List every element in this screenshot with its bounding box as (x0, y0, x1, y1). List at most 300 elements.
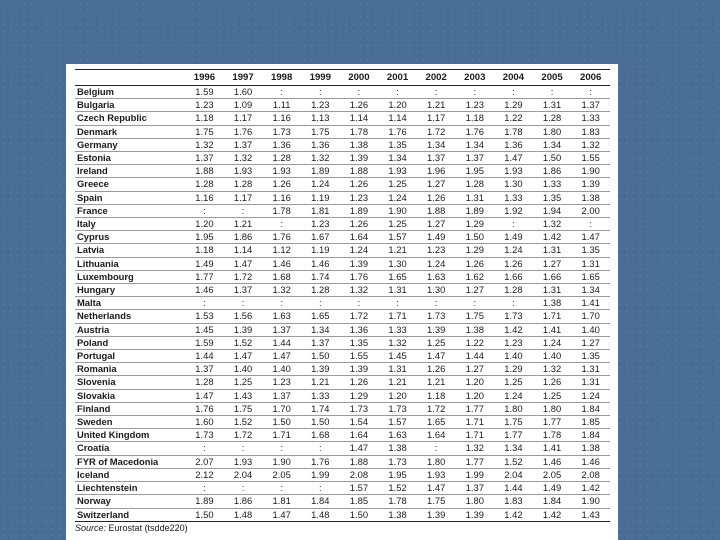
value-cell: 1.71 (388, 310, 407, 322)
table-row (75, 165, 610, 178)
value-cell: 1.90 (581, 165, 600, 177)
table-row (75, 152, 610, 165)
country-cell: Norway (77, 495, 111, 507)
country-cell: Romania (77, 363, 117, 375)
value-cell: 1.66 (542, 270, 562, 282)
value-cell: 1.90 (388, 204, 407, 216)
value-cell: : (550, 86, 554, 97)
value-cell: 1.35 (388, 138, 407, 150)
value-cell: 1.46 (195, 284, 214, 296)
value-cell: 1.16 (195, 191, 214, 203)
value-cell: 1.84 (581, 429, 600, 441)
value-cell: 1.77 (465, 455, 484, 467)
value-cell: : (318, 86, 322, 97)
country-cell: Spain (77, 191, 103, 203)
value-cell: 1.39 (349, 152, 369, 164)
value-cell: 1.47 (427, 350, 446, 362)
value-cell: 1.37 (581, 99, 600, 111)
value-cell: : (241, 204, 245, 216)
value-cell: 1.34 (542, 138, 562, 150)
value-cell: 1.99 (465, 468, 484, 480)
value-cell: 1.21 (311, 376, 330, 388)
value-cell: 1.37 (427, 152, 446, 164)
value-cell: 1.32 (581, 138, 600, 150)
value-cell: 1.31 (542, 244, 562, 256)
value-cell: 1.46 (581, 455, 600, 467)
value-cell: 2.00 (581, 204, 600, 216)
value-cell: 1.23 (311, 218, 330, 230)
value-cell: 1.25 (233, 376, 253, 388)
table-row (75, 376, 610, 389)
table-row (75, 389, 610, 402)
value-cell: 1.73 (349, 402, 369, 414)
value-cell: 1.55 (581, 152, 600, 164)
value-cell: 1.37 (233, 284, 253, 296)
value-cell: 1.64 (427, 429, 446, 441)
value-cell: 1.32 (233, 152, 253, 164)
value-cell: 1.77 (504, 429, 523, 441)
value-cell: 1.13 (311, 112, 330, 124)
value-cell: : (512, 297, 515, 309)
value-cell: 1.19 (311, 244, 330, 256)
value-cell: 1.24 (504, 389, 523, 401)
value-cell: : (589, 218, 592, 230)
value-cell: 1.52 (233, 336, 253, 348)
value-cell: 1.44 (504, 482, 523, 494)
value-cell: 1.43 (581, 508, 600, 520)
country-cell: Czech Republic (77, 112, 147, 124)
value-cell: 1.81 (311, 204, 330, 216)
value-cell: 1.26 (465, 257, 484, 269)
value-cell: 1.40 (272, 363, 291, 375)
value-cell: 1.76 (233, 125, 253, 137)
value-cell: 1.23 (465, 99, 484, 111)
country-cell: Sweden (77, 416, 113, 428)
value-cell: 1.52 (504, 455, 523, 467)
value-cell: 1.17 (233, 112, 253, 124)
country-cell: Austria (77, 323, 110, 335)
country-cell: Slovenia (77, 376, 116, 388)
value-cell: 1.39 (233, 323, 253, 335)
value-cell: : (589, 86, 592, 97)
value-cell: 1.28 (504, 284, 523, 296)
value-cell: 1.37 (233, 138, 253, 150)
value-cell: 1.49 (504, 231, 523, 243)
value-cell: 2.04 (504, 468, 523, 480)
value-cell: 1.46 (311, 257, 330, 269)
country-cell: Iceland (77, 468, 110, 480)
value-cell: 1.46 (542, 455, 562, 467)
value-cell: 1.50 (311, 416, 330, 428)
value-cell: : (434, 86, 438, 97)
table-row (75, 178, 610, 191)
value-cell: 1.24 (427, 257, 446, 269)
value-cell: 1.88 (349, 165, 369, 177)
value-cell: 1.21 (388, 376, 407, 388)
value-cell: 1.63 (272, 310, 291, 322)
value-cell: 1.78 (272, 204, 291, 216)
value-cell: : (434, 442, 438, 454)
value-cell: 1.67 (311, 231, 330, 243)
header-year-1999: 1999 (301, 70, 340, 86)
table-row (75, 284, 610, 297)
country-cell: Malta (77, 297, 101, 309)
table-row (75, 402, 610, 415)
value-cell: 1.52 (388, 482, 407, 494)
value-cell: 1.23 (311, 99, 330, 111)
value-cell: 1.37 (272, 389, 291, 401)
value-cell: 1.38 (349, 138, 369, 150)
table-row (75, 495, 610, 508)
table-row (75, 112, 610, 125)
value-cell: 1.33 (388, 323, 407, 335)
value-cell: 1.76 (195, 402, 214, 414)
value-cell: 1.40 (233, 363, 253, 375)
value-cell: 1.71 (465, 416, 484, 428)
value-cell: 1.44 (195, 350, 214, 362)
value-cell: 1.26 (349, 178, 369, 190)
value-cell: 1.33 (311, 389, 330, 401)
value-cell: 1.39 (581, 178, 600, 190)
value-cell: 1.56 (233, 310, 253, 322)
country-cell: Latvia (77, 244, 105, 256)
value-cell: 1.33 (581, 112, 600, 124)
value-cell: 1.25 (388, 218, 407, 230)
value-cell: 1.88 (427, 204, 446, 216)
value-cell: 1.36 (504, 138, 523, 150)
value-cell: 1.47 (427, 482, 446, 494)
value-cell: 1.28 (311, 284, 330, 296)
value-cell: 1.20 (465, 389, 484, 401)
value-cell: 1.50 (349, 508, 369, 520)
value-cell: 1.37 (195, 152, 214, 164)
value-cell: 1.28 (195, 376, 214, 388)
value-cell: 1.73 (504, 310, 523, 322)
value-cell: 1.70 (272, 402, 291, 414)
value-cell: 1.33 (504, 191, 523, 203)
value-cell: 1.54 (349, 416, 369, 428)
value-cell: 1.50 (311, 350, 330, 362)
country-cell: Netherlands (77, 310, 132, 322)
header-year-2003: 2003 (455, 70, 494, 86)
value-cell: 1.34 (427, 138, 446, 150)
value-cell: 1.93 (388, 165, 407, 177)
value-cell: 2.04 (233, 468, 253, 480)
value-cell: 1.37 (311, 336, 330, 348)
value-cell: 1.80 (465, 495, 484, 507)
country-cell: Denmark (77, 125, 118, 137)
value-cell: 1.72 (349, 310, 369, 322)
value-cell: 1.89 (349, 204, 369, 216)
value-cell: 1.44 (272, 336, 291, 348)
value-cell: 1.26 (272, 178, 291, 190)
value-cell: 1.32 (195, 138, 214, 150)
country-cell: Portugal (77, 350, 116, 362)
value-cell: : (396, 297, 399, 309)
value-cell: 1.53 (195, 310, 214, 322)
table-row (75, 218, 610, 231)
country-cell: Liechtenstein (77, 482, 138, 494)
value-cell: 1.20 (388, 389, 407, 401)
value-cell: 1.24 (311, 178, 330, 190)
value-cell: 1.89 (311, 165, 330, 177)
header-year-1996: 1996 (185, 70, 224, 86)
value-cell: 1.24 (504, 244, 523, 256)
value-cell: 1.28 (272, 152, 291, 164)
value-cell: 1.38 (388, 442, 407, 454)
value-cell: 1.22 (504, 112, 523, 124)
value-cell: : (241, 482, 245, 494)
value-cell: 1.37 (272, 323, 291, 335)
value-cell: 1.89 (195, 495, 214, 507)
value-cell: 1.41 (581, 297, 600, 309)
table-row (75, 99, 610, 112)
country-cell: Switzerland (77, 508, 130, 520)
value-cell: 1.90 (581, 495, 600, 507)
value-cell: 1.95 (465, 165, 484, 177)
value-cell: 2.08 (581, 468, 600, 480)
value-cell: 2.12 (195, 468, 214, 480)
value-cell: 1.45 (388, 350, 407, 362)
value-cell: 1.27 (465, 284, 484, 296)
value-cell: 1.71 (272, 429, 291, 441)
value-cell: 1.32 (272, 284, 291, 296)
value-cell: 1.47 (233, 257, 253, 269)
value-cell: 1.24 (349, 244, 369, 256)
value-cell: 1.18 (427, 389, 446, 401)
value-cell: : (203, 297, 206, 309)
value-cell: 1.78 (504, 125, 523, 137)
value-cell: 1.57 (388, 416, 407, 428)
value-cell: 1.35 (581, 350, 600, 362)
value-cell: 1.23 (504, 336, 523, 348)
header-year-2005: 2005 (533, 70, 572, 86)
value-cell: 1.32 (542, 218, 562, 230)
table-row (75, 336, 610, 349)
value-cell: 1.35 (581, 244, 600, 256)
value-cell: 1.68 (311, 429, 330, 441)
value-cell: 1.27 (581, 336, 600, 348)
value-cell: 1.50 (195, 508, 214, 520)
value-cell: 1.38 (581, 442, 600, 454)
value-cell: 1.71 (465, 429, 484, 441)
value-cell: 1.22 (465, 336, 484, 348)
header-year-2000: 2000 (340, 70, 379, 86)
country-cell: Croatia (77, 442, 110, 454)
value-cell: 1.37 (465, 152, 484, 164)
table-row (75, 270, 610, 283)
value-cell: 1.93 (233, 165, 253, 177)
value-cell: 1.59 (195, 86, 214, 97)
table-row (75, 231, 610, 244)
country-cell: Finland (77, 402, 111, 414)
value-cell: 1.93 (233, 455, 253, 467)
header-country-cell (75, 70, 185, 86)
table-panel (66, 64, 618, 540)
value-cell: 1.75 (504, 416, 523, 428)
value-cell: 1.78 (542, 429, 562, 441)
value-cell: 1.93 (272, 165, 291, 177)
value-cell: 1.26 (349, 218, 369, 230)
header-year-2006: 2006 (571, 70, 610, 86)
table-row (75, 297, 610, 310)
value-cell: 1.50 (542, 152, 562, 164)
value-cell: 2.05 (542, 468, 562, 480)
value-cell: 1.52 (233, 416, 253, 428)
value-cell: 2.08 (349, 468, 369, 480)
table-row (75, 191, 610, 204)
value-cell: 1.96 (427, 165, 446, 177)
value-cell: 1.40 (581, 323, 600, 335)
value-cell: 1.73 (427, 310, 446, 322)
header-year-2001: 2001 (378, 70, 417, 86)
fertility-rate-table (75, 69, 610, 522)
header-year-1998: 1998 (262, 70, 301, 86)
value-cell: 1.76 (465, 125, 484, 137)
value-cell: 1.64 (349, 429, 369, 441)
value-cell: 1.26 (542, 376, 562, 388)
value-cell: 1.29 (349, 389, 369, 401)
value-cell: 1.29 (465, 218, 484, 230)
header-row (75, 70, 610, 86)
value-cell: 1.34 (388, 152, 407, 164)
value-cell: 1.50 (272, 416, 291, 428)
value-cell: 1.18 (195, 112, 214, 124)
value-cell: 1.29 (465, 244, 484, 256)
value-cell: : (434, 297, 438, 309)
country-cell: Lithuania (77, 257, 119, 269)
value-cell: 1.36 (311, 138, 330, 150)
value-cell: 1.95 (388, 468, 407, 480)
value-cell: : (473, 86, 477, 97)
value-cell: 1.20 (465, 376, 484, 388)
table-row (75, 442, 610, 455)
value-cell: 1.31 (542, 284, 562, 296)
value-cell: 1.23 (272, 376, 291, 388)
value-cell: 1.27 (427, 178, 446, 190)
value-cell: 1.36 (349, 323, 369, 335)
value-cell: 1.76 (388, 125, 407, 137)
value-cell: 1.31 (581, 257, 600, 269)
value-cell: 1.42 (504, 323, 523, 335)
country-cell: Poland (77, 336, 109, 348)
table-row (75, 363, 610, 376)
value-cell: 1.95 (195, 231, 214, 243)
value-cell: 1.71 (542, 310, 562, 322)
value-cell: 1.43 (233, 389, 253, 401)
value-cell: 1.63 (427, 270, 446, 282)
value-cell: 1.94 (542, 204, 562, 216)
value-cell: 1.47 (504, 152, 523, 164)
table-row (75, 138, 610, 151)
value-cell: 1.41 (542, 323, 562, 335)
country-cell: Hungary (77, 284, 116, 296)
value-cell: 1.39 (465, 508, 484, 520)
value-cell: : (512, 218, 515, 230)
value-cell: 1.09 (233, 99, 253, 111)
value-cell: 1.34 (581, 284, 600, 296)
table-row (75, 86, 610, 99)
value-cell: 1.12 (272, 244, 291, 256)
value-cell: : (203, 482, 206, 494)
value-cell: 1.33 (542, 178, 562, 190)
value-cell: 1.65 (311, 310, 330, 322)
value-cell: 1.76 (311, 455, 330, 467)
value-cell: 1.42 (504, 508, 523, 520)
value-cell: 1.26 (504, 257, 523, 269)
value-cell: 1.65 (427, 416, 446, 428)
value-cell: 1.47 (272, 508, 291, 520)
value-cell: 1.84 (311, 495, 330, 507)
value-cell: 1.83 (504, 495, 523, 507)
value-cell: 1.86 (233, 495, 253, 507)
value-cell: 1.76 (349, 270, 369, 282)
value-cell: 1.32 (542, 363, 562, 375)
value-cell: 1.38 (542, 297, 562, 309)
value-cell: 1.92 (504, 204, 523, 216)
value-cell: 1.78 (388, 495, 407, 507)
value-cell: 1.14 (233, 244, 253, 256)
table-row (75, 323, 610, 336)
value-cell: 1.14 (388, 112, 407, 124)
value-cell: 1.75 (465, 310, 484, 322)
value-cell: 1.72 (427, 402, 446, 414)
value-cell: 1.28 (542, 112, 562, 124)
value-cell: 1.17 (427, 112, 446, 124)
table-row (75, 244, 610, 257)
value-cell: 1.64 (349, 231, 369, 243)
value-cell: 1.77 (542, 416, 562, 428)
value-cell: 1.31 (581, 376, 600, 388)
value-cell: 1.47 (195, 389, 214, 401)
value-cell: 1.24 (388, 191, 407, 203)
value-cell: 1.47 (272, 350, 291, 362)
value-cell: 1.39 (427, 323, 446, 335)
value-cell: 1.99 (311, 468, 330, 480)
header-year-1997: 1997 (224, 70, 263, 86)
value-cell: 1.90 (272, 455, 291, 467)
value-cell: 1.73 (388, 402, 407, 414)
value-cell: 1.37 (195, 363, 214, 375)
value-cell: 1.35 (349, 336, 369, 348)
value-cell: 1.20 (388, 99, 407, 111)
value-cell: 1.19 (311, 191, 330, 203)
value-cell: 1.44 (465, 350, 484, 362)
value-cell: 1.48 (311, 508, 330, 520)
value-cell: 1.17 (233, 191, 253, 203)
value-cell: 1.31 (542, 99, 562, 111)
value-cell: 1.16 (272, 112, 291, 124)
value-cell: 1.72 (233, 270, 253, 282)
value-cell: 1.75 (195, 125, 214, 137)
value-cell: 1.31 (581, 363, 600, 375)
value-cell: 1.40 (504, 350, 523, 362)
value-cell: 1.73 (388, 455, 407, 467)
value-cell: : (318, 297, 322, 309)
value-cell: 1.21 (233, 218, 253, 230)
value-cell: 1.62 (465, 270, 484, 282)
value-cell: : (473, 297, 477, 309)
value-cell: 1.85 (349, 495, 369, 507)
table-body (75, 86, 610, 522)
value-cell: 1.46 (272, 257, 291, 269)
value-cell: 1.47 (581, 231, 600, 243)
value-cell: 1.34 (504, 442, 523, 454)
value-cell: 1.49 (427, 231, 446, 243)
value-cell: 1.38 (581, 191, 600, 203)
table-row (75, 125, 610, 138)
value-cell: 1.27 (427, 218, 446, 230)
